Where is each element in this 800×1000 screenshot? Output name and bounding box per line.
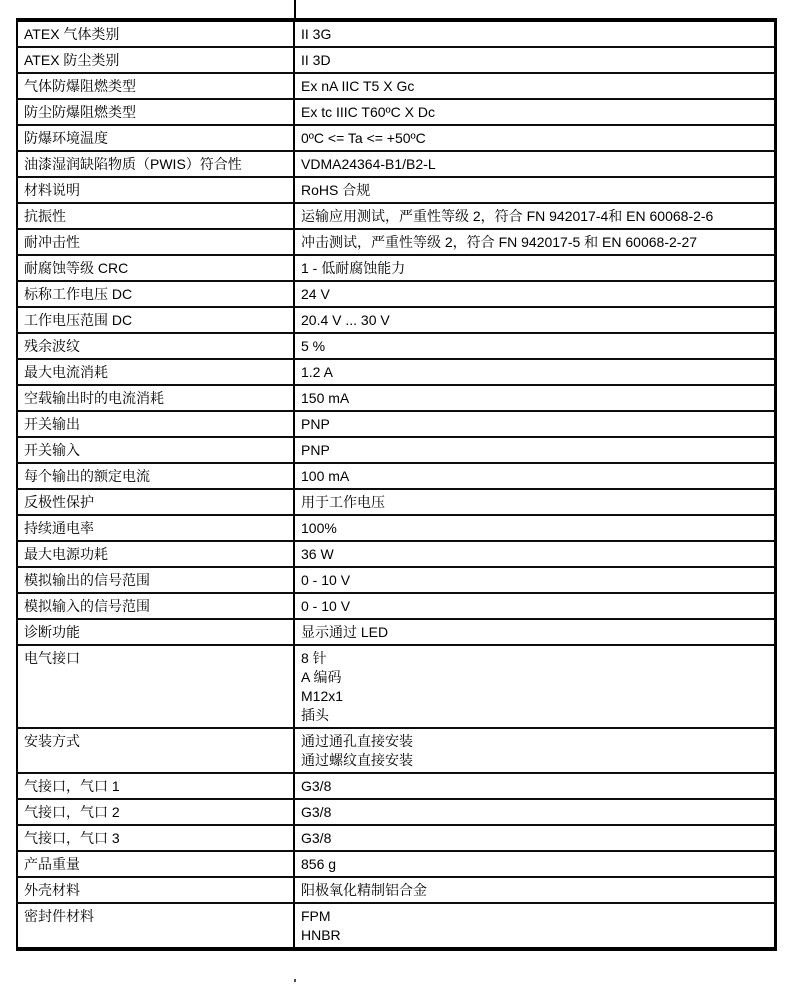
spec-value-line: M12x1 [301, 688, 344, 704]
spec-value-line: 8 针 [301, 650, 327, 666]
table-row [17, 825, 776, 851]
spec-value [294, 728, 776, 773]
spec-value-line: Ex nA IIC T5 X Gc [301, 78, 415, 94]
spec-value-line: PNP [301, 416, 330, 432]
spec-value-line: G3/8 [301, 804, 332, 820]
spec-label: 气接口，气口 2 [17, 799, 294, 825]
spec-label: 每个输出的额定电流 [17, 463, 294, 489]
spec-value-line: RoHS 合规 [301, 182, 371, 198]
spec-value [294, 359, 776, 385]
table-row [17, 411, 776, 437]
spec-value-line: 1 - 低耐腐蚀能力 [301, 260, 406, 276]
table-row [17, 73, 776, 99]
spec-value [294, 333, 776, 359]
spec-label: 工作电压范围 DC [17, 307, 294, 333]
spec-value-line: PNP [301, 442, 330, 458]
spec-value [294, 229, 776, 255]
spec-value [294, 385, 776, 411]
table-row [17, 541, 776, 567]
spec-value-line: 1.2 A [301, 364, 333, 380]
table-row [17, 203, 776, 229]
table-row [17, 515, 776, 541]
spec-value-line: A 编码 [301, 669, 342, 685]
spec-label: 电气接口 [17, 645, 294, 728]
spec-value-line: 5 % [301, 338, 326, 354]
spec-value-line: HNBR [301, 927, 341, 943]
table-row [17, 385, 776, 411]
spec-label: 防爆环境温度 [17, 125, 294, 151]
spec-value [294, 411, 776, 437]
spec-label: 气接口，气口 3 [17, 825, 294, 851]
spec-label: 残余波纹 [17, 333, 294, 359]
spec-value [294, 645, 776, 728]
table-row [17, 151, 776, 177]
spec-value-line: FPM [301, 908, 331, 924]
spec-value [294, 825, 776, 851]
spec-value-line: 0ºC <= Ta <= +50ºC [301, 130, 426, 146]
spec-value [294, 877, 776, 903]
spec-value-line: 36 W [301, 546, 334, 562]
spec-value-line: 阳极氧化精制铝合金 [301, 882, 427, 898]
spec-value [294, 177, 776, 203]
table-row [17, 463, 776, 489]
table-row [17, 307, 776, 333]
spec-label: 开关输出 [17, 411, 294, 437]
spec-value-line: 通过螺纹直接安装 [301, 752, 413, 768]
spec-value-line: 100% [301, 520, 337, 536]
spec-value [294, 463, 776, 489]
spec-value-line: 通过通孔直接安装 [301, 733, 413, 749]
table-row [17, 619, 776, 645]
table-row [17, 125, 776, 151]
spec-label: 模拟输入的信号范围 [17, 593, 294, 619]
spec-value [294, 151, 776, 177]
spec-label: 耐冲击性 [17, 229, 294, 255]
spec-label: ATEX 防尘类别 [17, 47, 294, 73]
table-row [17, 593, 776, 619]
table-row [17, 255, 776, 281]
spec-label: 开关输入 [17, 437, 294, 463]
table-row [17, 799, 776, 825]
spec-value-line: 0 - 10 V [301, 598, 351, 614]
spec-value [294, 567, 776, 593]
spec-label: 持续通电率 [17, 515, 294, 541]
table-row [17, 99, 776, 125]
spec-value-line: 插头 [301, 707, 329, 723]
spec-label: 最大电流消耗 [17, 359, 294, 385]
spec-value [294, 125, 776, 151]
spec-value [294, 307, 776, 333]
spec-value [294, 799, 776, 825]
table-row [17, 567, 776, 593]
spec-value-line: 24 V [301, 286, 330, 302]
spec-label: 反极性保护 [17, 489, 294, 515]
spec-value-line: 150 mA [301, 390, 350, 406]
spec-value [294, 541, 776, 567]
cropped-row-divider-stub-top [294, 0, 296, 19]
spec-label: 气接口，气口 1 [17, 773, 294, 799]
spec-value [294, 773, 776, 799]
spec-value-line: 100 mA [301, 468, 350, 484]
cropped-row-divider-stub-bottom [294, 979, 296, 982]
spec-label: 气体防爆阻燃类型 [17, 73, 294, 99]
table-row [17, 645, 776, 728]
spec-value [294, 515, 776, 541]
spec-value [294, 203, 776, 229]
spec-label: 外壳材料 [17, 877, 294, 903]
spec-value [294, 99, 776, 125]
table-row [17, 333, 776, 359]
spec-value-line: 运输应用测试，严重性等级 2，符合 FN 942017-4和 EN 60068-2-6 [301, 208, 714, 224]
spec-label: 标称工作电压 DC [17, 281, 294, 307]
table-row [17, 20, 776, 47]
table-row [17, 728, 776, 773]
spec-label: 密封件材料 [17, 903, 294, 949]
spec-label: 产品重量 [17, 851, 294, 877]
table-row [17, 877, 776, 903]
spec-label: 安装方式 [17, 728, 294, 773]
spec-value-line: II 3G [301, 26, 332, 42]
spec-value [294, 73, 776, 99]
spec-value [294, 489, 776, 515]
spec-value [294, 619, 776, 645]
spec-value [294, 47, 776, 73]
spec-value-line: 0 - 10 V [301, 572, 351, 588]
spec-value [294, 593, 776, 619]
spec-table [16, 18, 777, 951]
spec-value [294, 437, 776, 463]
table-row [17, 437, 776, 463]
spec-label: 材料说明 [17, 177, 294, 203]
spec-value [294, 255, 776, 281]
spec-label: 诊断功能 [17, 619, 294, 645]
spec-label: 空载输出时的电流消耗 [17, 385, 294, 411]
spec-label: ATEX 气体类别 [17, 20, 294, 47]
spec-value [294, 851, 776, 877]
spec-label: 防尘防爆阻燃类型 [17, 99, 294, 125]
spec-value-line: 用于工作电压 [301, 494, 385, 510]
spec-label: 油漆湿润缺陷物质（PWIS）符合性 [17, 151, 294, 177]
spec-value [294, 903, 776, 949]
table-row [17, 903, 776, 949]
spec-value-line: G3/8 [301, 830, 332, 846]
spec-value-line: 20.4 V ... 30 V [301, 312, 390, 328]
table-row [17, 47, 776, 73]
spec-value [294, 281, 776, 307]
spec-value-line: G3/8 [301, 778, 332, 794]
spec-value-line: 冲击测试，严重性等级 2，符合 FN 942017-5 和 EN 60068-2-27 [301, 234, 698, 250]
spec-label: 最大电源功耗 [17, 541, 294, 567]
spec-label: 模拟输出的信号范围 [17, 567, 294, 593]
spec-value-line: Ex tc IIIC T60ºC X Dc [301, 104, 435, 120]
table-row [17, 281, 776, 307]
table-row [17, 773, 776, 799]
table-row [17, 359, 776, 385]
table-row [17, 177, 776, 203]
table-row [17, 851, 776, 877]
spec-value-line: VDMA24364-B1/B2-L [301, 156, 436, 172]
spec-label: 耐腐蚀等级 CRC [17, 255, 294, 281]
table-row [17, 489, 776, 515]
spec-value [294, 20, 776, 47]
spec-value-line: II 3D [301, 52, 331, 68]
spec-label: 抗振性 [17, 203, 294, 229]
spec-value-line: 856 g [301, 856, 337, 872]
spec-table-body [17, 20, 776, 949]
spec-value-line: 显示通过 LED [301, 624, 389, 640]
table-row [17, 229, 776, 255]
